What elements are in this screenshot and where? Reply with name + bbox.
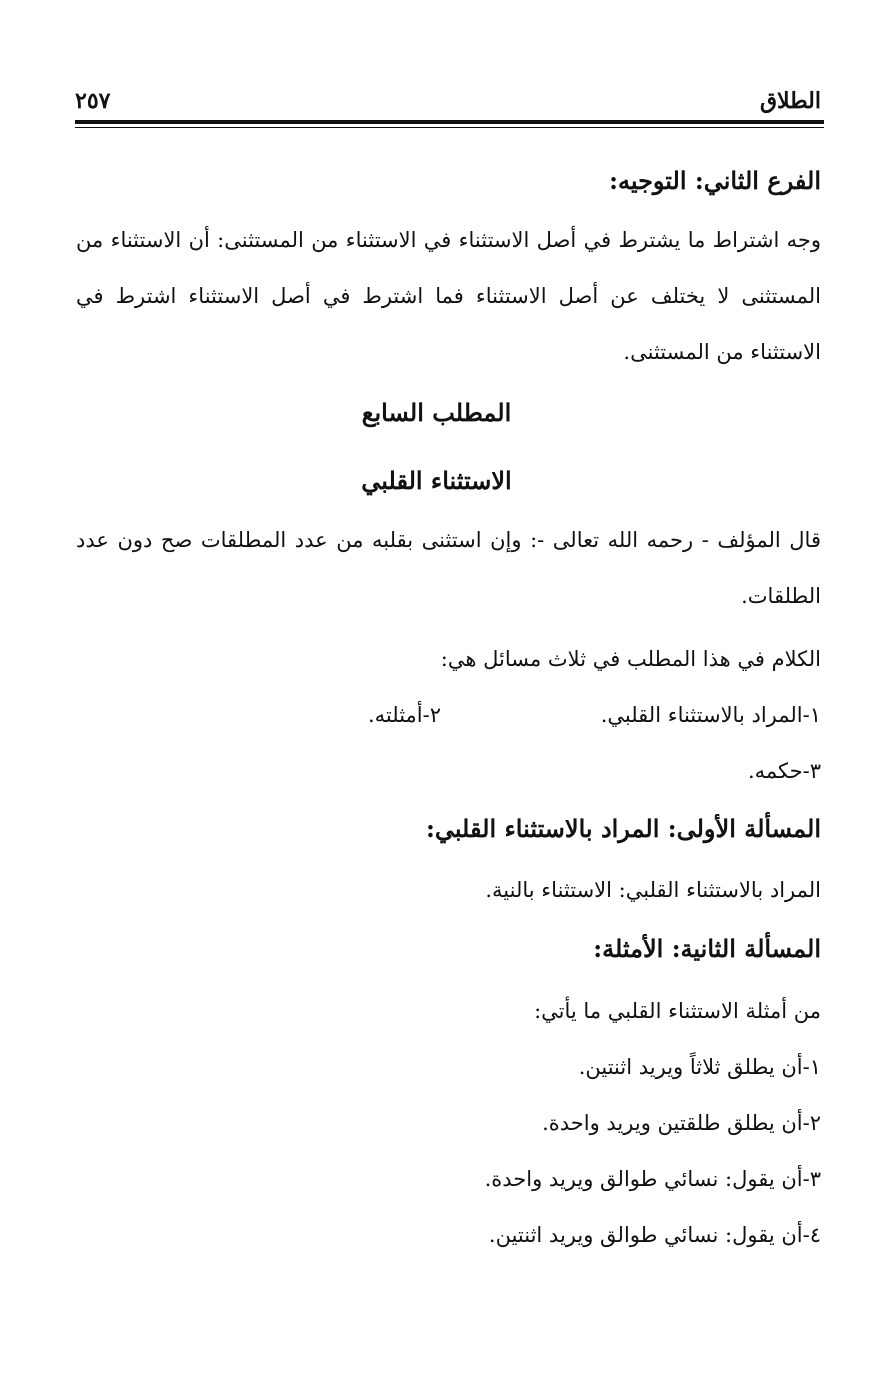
example-item: ٢-أن يطلق طلقتين ويريد واحدة. [542,1111,821,1135]
section-title: المطلب السابع [361,398,512,427]
branch-paragraph: وجه اشتراط ما يشترط في أصل الاستثناء في الاستثناء من المستثنى: أن الاستثناء من المستثنى لا يختلف عن أصل الاستثناء فما اشترط في أصل الاستثناء اشترط في الاستثناء من المستثنى. [76,228,821,364]
issue-two-intro: من أمثلة الاستثناء القلبي ما يأتي: [534,999,821,1023]
example-item: ٣-أن يقول: نسائي طوالق ويريد واحدة. [484,1167,821,1191]
issue-list-item-2: ٢-أمثلته. [367,703,441,727]
issues-intro: الكلام في هذا المطلب في ثلاث مسائل هي: [440,647,821,671]
issue-one-heading: المسألة الأولى: المراد بالاستثناء القلبي: [425,814,821,843]
issue-list-item-1: ١-المراد بالاستثناء القلبي. [600,703,821,727]
running-header-title: الطلاق [759,88,821,114]
issue-two-heading: المسألة الثانية: الأمثلة: [593,934,821,963]
header-rule-thick [75,120,824,124]
example-item: ٤-أن يقول: نسائي طوالق ويريد اثنتين. [488,1223,821,1247]
page-number: ٢٥٧ [75,88,111,114]
issue-one-text: المراد بالاستثناء القلبي: الاستثناء بالنية. [485,878,821,902]
branch-heading: الفرع الثاني: التوجيه: [609,166,821,195]
author-quote: قال المؤلف - رحمه الله تعالى -: وإن استثنى بقلبه من عدد المطلقات صح دون عدد الطلقات. [76,528,821,608]
header-rule-thin [75,127,824,128]
section-subtitle: الاستثناء القلبي [361,466,512,495]
example-item: ١-أن يطلق ثلاثاً ويريد اثنتين. [578,1055,821,1079]
issue-list-item-3: ٣-حكمه. [747,759,821,783]
